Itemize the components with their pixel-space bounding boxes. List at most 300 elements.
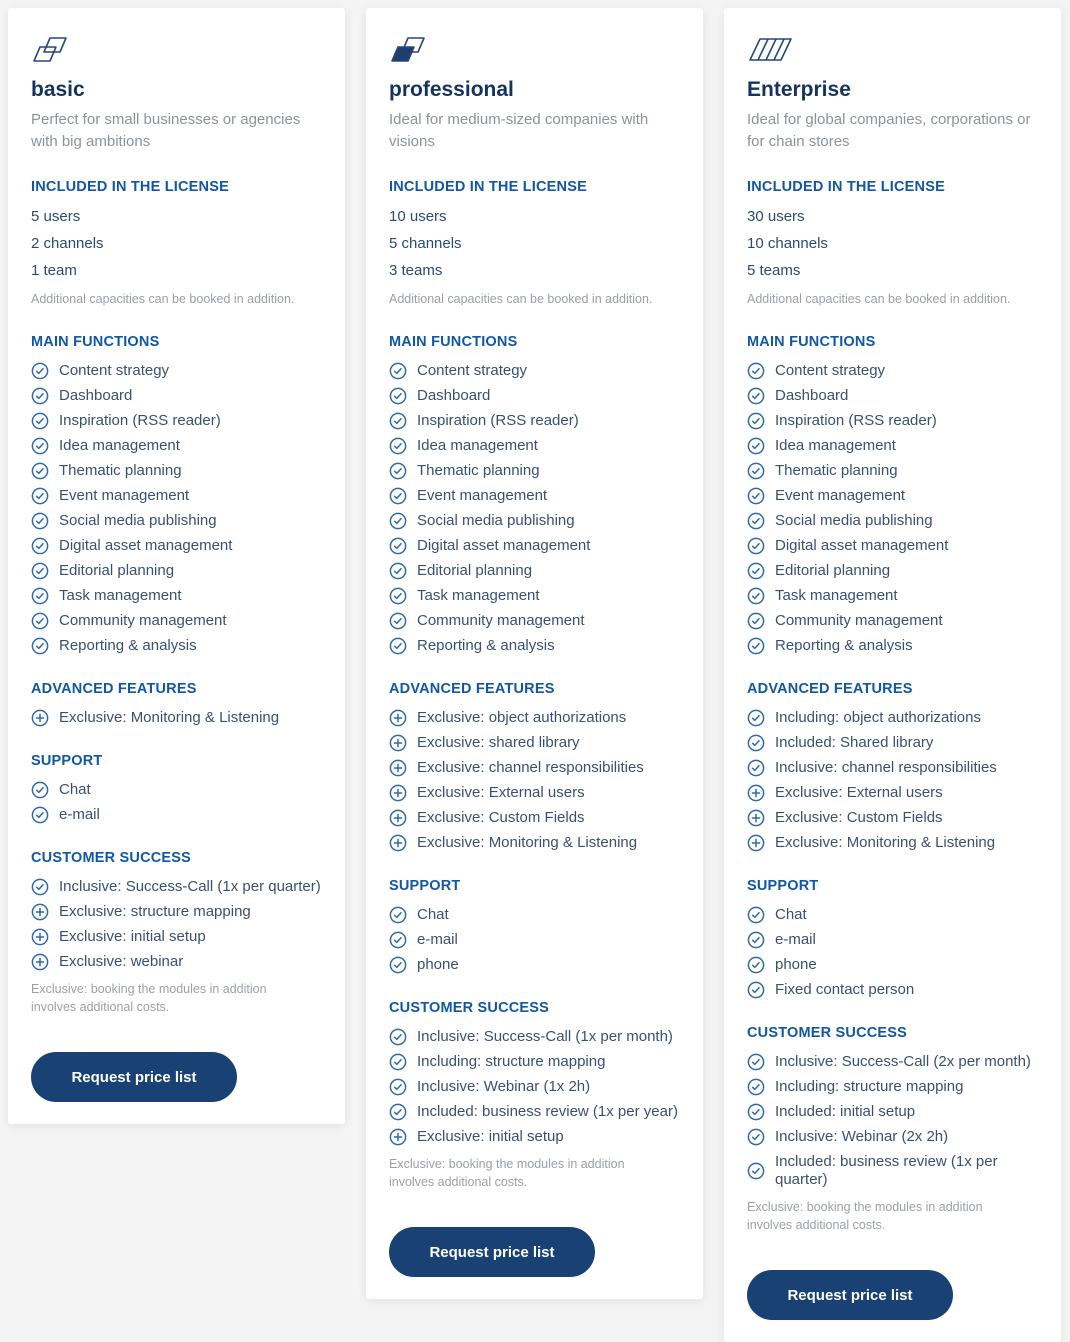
- feature-label: Task management: [775, 587, 898, 604]
- feature-item: [747, 637, 1038, 655]
- feature-item: [31, 487, 322, 505]
- request-price-list-button[interactable]: Request price list: [389, 1227, 595, 1277]
- section-main-functions: [389, 334, 680, 655]
- plan-cards-row: [8, 8, 1062, 1342]
- feature-item: [389, 834, 680, 852]
- plus-icon: [31, 928, 49, 946]
- feature-item: [747, 931, 1038, 949]
- feature-list: [31, 878, 322, 971]
- check-icon: [747, 562, 765, 580]
- feature-label: Exclusive: Custom Fields: [417, 809, 585, 826]
- check-icon: [747, 537, 765, 555]
- section-included-in-the-license: [747, 179, 1038, 309]
- feature-item: [747, 906, 1038, 924]
- feature-item: [389, 931, 680, 949]
- feature-label: Exclusive: channel responsibilities: [417, 759, 644, 776]
- section-heading: CUSTOMER SUCCESS: [389, 1000, 550, 1016]
- feature-item: [389, 612, 680, 630]
- check-icon: [747, 587, 765, 605]
- feature-list: [389, 362, 680, 655]
- feature-label: 10 channels: [747, 234, 828, 252]
- feature-list: [389, 709, 680, 852]
- feature-item: [747, 387, 1038, 405]
- feature-label: Included: business review (1x per quarter): [775, 1153, 998, 1188]
- feature-item: [747, 587, 1038, 605]
- section-main-functions: [747, 334, 1038, 655]
- feature-label: Thematic planning: [775, 462, 898, 479]
- feature-item: [389, 759, 680, 777]
- feature-label: Editorial planning: [59, 562, 175, 579]
- feature-label: Social media publishing: [417, 512, 575, 529]
- check-icon: [389, 637, 407, 655]
- feature-list: [747, 207, 1038, 281]
- request-price-list-button[interactable]: Request price list: [31, 1052, 237, 1102]
- plus-icon: [389, 809, 407, 827]
- plus-icon: [389, 759, 407, 777]
- check-icon: [747, 637, 765, 655]
- section-support: [389, 878, 680, 974]
- feature-item: [747, 261, 1038, 281]
- check-icon: [31, 612, 49, 630]
- feature-label: Content strategy: [417, 362, 528, 379]
- feature-label: Inclusive: Webinar (1x 2h): [417, 1078, 591, 1095]
- feature-label: Dashboard: [59, 387, 133, 404]
- feature-item: [747, 1103, 1038, 1121]
- feature-label: Digital asset management: [59, 537, 233, 554]
- check-icon: [747, 906, 765, 924]
- feature-item: [747, 709, 1038, 727]
- check-icon: [389, 612, 407, 630]
- section-heading: SUPPORT: [31, 753, 103, 769]
- feature-item: [389, 207, 680, 227]
- feature-item: [747, 537, 1038, 555]
- feature-label: Editorial planning: [775, 562, 891, 579]
- check-icon: [389, 956, 407, 974]
- feature-item: [31, 637, 322, 655]
- plan-title: professional: [389, 78, 514, 101]
- feature-label: Fixed contact person: [775, 981, 915, 998]
- check-icon: [747, 1078, 765, 1096]
- feature-item: [747, 512, 1038, 530]
- feature-item: [31, 261, 322, 281]
- check-icon: [389, 587, 407, 605]
- feature-item: [389, 709, 680, 727]
- feature-label: phone: [775, 956, 817, 973]
- section-heading: MAIN FUNCTIONS: [389, 334, 518, 350]
- feature-list: [747, 362, 1038, 655]
- feature-label: Exclusive: object authorizations: [417, 709, 627, 726]
- section-heading: ADVANCED FEATURES: [31, 681, 197, 697]
- check-icon: [389, 362, 407, 380]
- feature-list: [389, 906, 680, 974]
- feature-label: Exclusive: initial setup: [59, 928, 206, 945]
- feature-label: Digital asset management: [417, 537, 591, 554]
- check-icon: [389, 462, 407, 480]
- feature-item: [747, 1053, 1038, 1071]
- feature-item: [31, 878, 322, 896]
- feature-label: Including: structure mapping: [775, 1078, 964, 1095]
- section-main-functions: [31, 334, 322, 655]
- plus-icon: [389, 1128, 407, 1146]
- check-icon: [31, 637, 49, 655]
- section-heading: INCLUDED IN THE LICENSE: [747, 178, 945, 195]
- feature-item: [747, 612, 1038, 630]
- feature-item: [747, 784, 1038, 802]
- feature-label: 2 channels: [31, 234, 104, 252]
- section-note: Exclusive: booking the modules in addition involves additional costs.: [389, 1157, 625, 1189]
- section-support: [31, 753, 322, 824]
- section-included-in-the-license: [31, 179, 322, 309]
- section-customer-success: [747, 1025, 1038, 1234]
- section-note: Additional capacities can be booked in addition.: [31, 291, 295, 306]
- check-icon: [389, 1078, 407, 1096]
- check-icon: [31, 387, 49, 405]
- section-included-in-the-license: [389, 179, 680, 309]
- feature-item: [31, 462, 322, 480]
- feature-list: [31, 781, 322, 824]
- feature-item: [747, 487, 1038, 505]
- feature-item: [747, 1128, 1038, 1146]
- feature-item: [31, 709, 322, 727]
- feature-label: Event management: [775, 487, 906, 504]
- feature-label: 30 users: [747, 207, 805, 225]
- feature-item: [31, 612, 322, 630]
- plus-icon: [31, 953, 49, 971]
- feature-label: Idea management: [59, 437, 180, 454]
- feature-item: [31, 587, 322, 605]
- feature-label: Digital asset management: [775, 537, 949, 554]
- plan-title: Enterprise: [747, 78, 851, 101]
- plan-description: Perfect for small businesses or agencies with big ambitions: [31, 111, 301, 150]
- check-icon: [747, 412, 765, 430]
- feature-label: Inclusive: Success-Call (1x per month): [417, 1028, 673, 1045]
- feature-label: Dashboard: [775, 387, 849, 404]
- feature-item: [389, 734, 680, 752]
- section-heading: SUPPORT: [747, 878, 819, 894]
- feature-label: Task management: [59, 587, 182, 604]
- feature-label: e-mail: [775, 931, 816, 948]
- feature-label: Included: Shared library: [775, 734, 934, 751]
- feature-item: [31, 512, 322, 530]
- feature-item: [31, 362, 322, 380]
- section-heading: INCLUDED IN THE LICENSE: [389, 178, 587, 195]
- feature-label: Chat: [417, 906, 449, 923]
- check-icon: [31, 781, 49, 799]
- plus-icon: [747, 834, 765, 852]
- feature-item: [31, 412, 322, 430]
- check-icon: [747, 1128, 765, 1146]
- feature-label: Task management: [417, 587, 540, 604]
- feature-item: [389, 487, 680, 505]
- feature-label: 1 team: [31, 261, 77, 279]
- feature-item: [747, 362, 1038, 380]
- plan-card-basic: [8, 8, 345, 1124]
- feature-item: [389, 234, 680, 254]
- feature-item: [747, 981, 1038, 999]
- feature-item: [389, 809, 680, 827]
- feature-item: [389, 784, 680, 802]
- plus-icon: [31, 709, 49, 727]
- feature-item: [747, 412, 1038, 430]
- check-icon: [389, 906, 407, 924]
- plan-basic-icon: [31, 34, 322, 66]
- feature-label: Thematic planning: [59, 462, 182, 479]
- feature-item: [389, 956, 680, 974]
- feature-label: Event management: [59, 487, 190, 504]
- feature-label: Exclusive: webinar: [59, 953, 184, 970]
- feature-label: Content strategy: [59, 362, 170, 379]
- check-icon: [747, 362, 765, 380]
- feature-label: phone: [417, 956, 459, 973]
- feature-label: Exclusive: shared library: [417, 734, 580, 751]
- feature-label: Dashboard: [417, 387, 491, 404]
- plan-professional-icon: [389, 34, 680, 66]
- feature-item: [31, 207, 322, 227]
- check-icon: [747, 387, 765, 405]
- plus-icon: [747, 809, 765, 827]
- feature-label: Inclusive: Success-Call (1x per quarter): [59, 878, 321, 895]
- plus-icon: [389, 709, 407, 727]
- feature-label: Community management: [59, 612, 227, 629]
- feature-label: Included: initial setup: [775, 1103, 916, 1120]
- check-icon: [389, 537, 407, 555]
- feature-label: Exclusive: Monitoring & Listening: [775, 834, 996, 851]
- check-icon: [389, 437, 407, 455]
- check-icon: [31, 362, 49, 380]
- check-icon: [389, 512, 407, 530]
- feature-item: [31, 781, 322, 799]
- check-icon: [389, 1053, 407, 1071]
- feature-item: [31, 928, 322, 946]
- feature-item: [747, 437, 1038, 455]
- feature-item: [747, 1153, 1038, 1189]
- feature-list: [31, 207, 322, 281]
- feature-label: Idea management: [775, 437, 896, 454]
- check-icon: [747, 462, 765, 480]
- feature-item: [389, 462, 680, 480]
- section-note: Exclusive: booking the modules in addition involves additional costs.: [747, 1200, 983, 1232]
- feature-list: [31, 709, 322, 727]
- check-icon: [31, 537, 49, 555]
- feature-label: 3 teams: [389, 261, 443, 279]
- check-icon: [389, 1028, 407, 1046]
- check-icon: [31, 462, 49, 480]
- feature-label: Exclusive: Custom Fields: [775, 809, 943, 826]
- section-advanced-features: [389, 681, 680, 852]
- feature-label: Event management: [417, 487, 548, 504]
- feature-item: [31, 806, 322, 824]
- feature-label: Inspiration (RSS reader): [417, 412, 579, 429]
- feature-item: [389, 587, 680, 605]
- plan-card-enterprise: [724, 8, 1061, 1342]
- feature-item: [747, 759, 1038, 777]
- check-icon: [31, 587, 49, 605]
- feature-label: Reporting & analysis: [775, 637, 913, 654]
- feature-item: [389, 512, 680, 530]
- feature-label: Thematic planning: [417, 462, 540, 479]
- plan-title: basic: [31, 78, 85, 101]
- section-advanced-features: [747, 681, 1038, 852]
- feature-list: [31, 362, 322, 655]
- feature-label: Including: structure mapping: [417, 1053, 606, 1070]
- feature-label: Idea management: [417, 437, 538, 454]
- section-customer-success: [389, 1000, 680, 1191]
- plan-card-professional: [366, 8, 703, 1299]
- feature-label: Exclusive: External users: [775, 784, 943, 801]
- feature-label: e-mail: [417, 931, 458, 948]
- feature-label: 10 users: [389, 207, 447, 225]
- feature-item: [389, 1103, 680, 1121]
- check-icon: [747, 1162, 765, 1180]
- plus-icon: [389, 734, 407, 752]
- feature-item: [747, 207, 1038, 227]
- feature-label: Chat: [775, 906, 807, 923]
- section-note: Exclusive: booking the modules in addition involves additional costs.: [31, 982, 267, 1014]
- feature-item: [389, 1028, 680, 1046]
- section-customer-success: [31, 850, 322, 1016]
- check-icon: [389, 412, 407, 430]
- feature-label: Including: object authorizations: [775, 709, 981, 726]
- feature-label: Community management: [417, 612, 585, 629]
- feature-item: [389, 261, 680, 281]
- feature-list: [747, 1053, 1038, 1189]
- feature-item: [389, 437, 680, 455]
- feature-item: [31, 903, 322, 921]
- feature-item: [389, 387, 680, 405]
- section-heading: INCLUDED IN THE LICENSE: [31, 178, 229, 195]
- feature-label: Inspiration (RSS reader): [775, 412, 937, 429]
- feature-item: [31, 437, 322, 455]
- check-icon: [389, 931, 407, 949]
- section-support: [747, 878, 1038, 999]
- check-icon: [747, 512, 765, 530]
- plan-description: Ideal for medium-sized companies with visions: [389, 111, 649, 150]
- feature-label: 5 channels: [389, 234, 462, 252]
- check-icon: [747, 1103, 765, 1121]
- feature-item: [31, 234, 322, 254]
- feature-label: Exclusive: structure mapping: [59, 903, 251, 920]
- section-note: Additional capacities can be booked in addition.: [747, 291, 1011, 306]
- feature-label: Social media publishing: [59, 512, 217, 529]
- feature-label: Exclusive: initial setup: [417, 1128, 564, 1145]
- feature-label: Community management: [775, 612, 943, 629]
- feature-item: [747, 562, 1038, 580]
- feature-label: Exclusive: Monitoring & Listening: [417, 834, 638, 851]
- feature-item: [31, 953, 322, 971]
- check-icon: [747, 437, 765, 455]
- section-heading: ADVANCED FEATURES: [747, 681, 913, 697]
- feature-item: [389, 906, 680, 924]
- check-icon: [747, 487, 765, 505]
- check-icon: [747, 956, 765, 974]
- section-heading: MAIN FUNCTIONS: [31, 334, 160, 350]
- plus-icon: [747, 784, 765, 802]
- section-heading: SUPPORT: [389, 878, 461, 894]
- plus-icon: [31, 903, 49, 921]
- feature-label: 5 teams: [747, 261, 801, 279]
- check-icon: [747, 709, 765, 727]
- check-icon: [31, 487, 49, 505]
- section-heading: MAIN FUNCTIONS: [747, 334, 876, 350]
- check-icon: [747, 734, 765, 752]
- check-icon: [389, 1103, 407, 1121]
- feature-list: [389, 1028, 680, 1146]
- check-icon: [31, 806, 49, 824]
- check-icon: [747, 931, 765, 949]
- check-icon: [31, 412, 49, 430]
- feature-item: [389, 1053, 680, 1071]
- section-heading: ADVANCED FEATURES: [389, 681, 555, 697]
- feature-item: [389, 412, 680, 430]
- check-icon: [389, 562, 407, 580]
- feature-label: Inclusive: channel responsibilities: [775, 759, 997, 776]
- feature-item: [389, 637, 680, 655]
- feature-label: Reporting & analysis: [417, 637, 555, 654]
- plan-enterprise-icon: [747, 34, 1038, 66]
- plus-icon: [389, 784, 407, 802]
- section-note: Additional capacities can be booked in addition.: [389, 291, 653, 306]
- check-icon: [31, 878, 49, 896]
- feature-label: Social media publishing: [775, 512, 933, 529]
- feature-item: [747, 734, 1038, 752]
- feature-list: [747, 906, 1038, 999]
- check-icon: [389, 487, 407, 505]
- feature-label: Included: business review (1x per year): [417, 1103, 678, 1120]
- feature-item: [389, 1128, 680, 1146]
- check-icon: [31, 437, 49, 455]
- check-icon: [31, 562, 49, 580]
- feature-item: [747, 809, 1038, 827]
- feature-item: [31, 387, 322, 405]
- feature-label: Inspiration (RSS reader): [59, 412, 221, 429]
- check-icon: [389, 387, 407, 405]
- check-icon: [747, 981, 765, 999]
- feature-label: Inclusive: Success-Call (2x per month): [775, 1053, 1031, 1070]
- check-icon: [747, 759, 765, 777]
- feature-label: Exclusive: Monitoring & Listening: [59, 709, 280, 726]
- feature-label: Content strategy: [775, 362, 886, 379]
- feature-item: [389, 1078, 680, 1096]
- feature-list: [389, 207, 680, 281]
- feature-label: Exclusive: External users: [417, 784, 585, 801]
- feature-label: Editorial planning: [417, 562, 533, 579]
- feature-item: [31, 562, 322, 580]
- feature-item: [389, 362, 680, 380]
- section-advanced-features: [31, 681, 322, 727]
- request-price-list-button[interactable]: Request price list: [747, 1270, 953, 1320]
- feature-item: [389, 537, 680, 555]
- feature-item: [747, 834, 1038, 852]
- feature-label: e-mail: [59, 806, 100, 823]
- plan-description: Ideal for global companies, corporations or for chain stores: [747, 111, 1031, 150]
- feature-label: Reporting & analysis: [59, 637, 197, 654]
- check-icon: [31, 512, 49, 530]
- feature-item: [31, 537, 322, 555]
- feature-label: Inclusive: Webinar (2x 2h): [775, 1128, 949, 1145]
- feature-item: [389, 562, 680, 580]
- plus-icon: [389, 834, 407, 852]
- feature-item: [747, 462, 1038, 480]
- section-heading: CUSTOMER SUCCESS: [31, 850, 192, 866]
- check-icon: [747, 1053, 765, 1071]
- feature-label: Chat: [59, 781, 91, 798]
- feature-item: [747, 956, 1038, 974]
- feature-item: [747, 1078, 1038, 1096]
- check-icon: [747, 612, 765, 630]
- feature-item: [747, 234, 1038, 254]
- feature-label: 5 users: [31, 207, 81, 225]
- feature-list: [747, 709, 1038, 852]
